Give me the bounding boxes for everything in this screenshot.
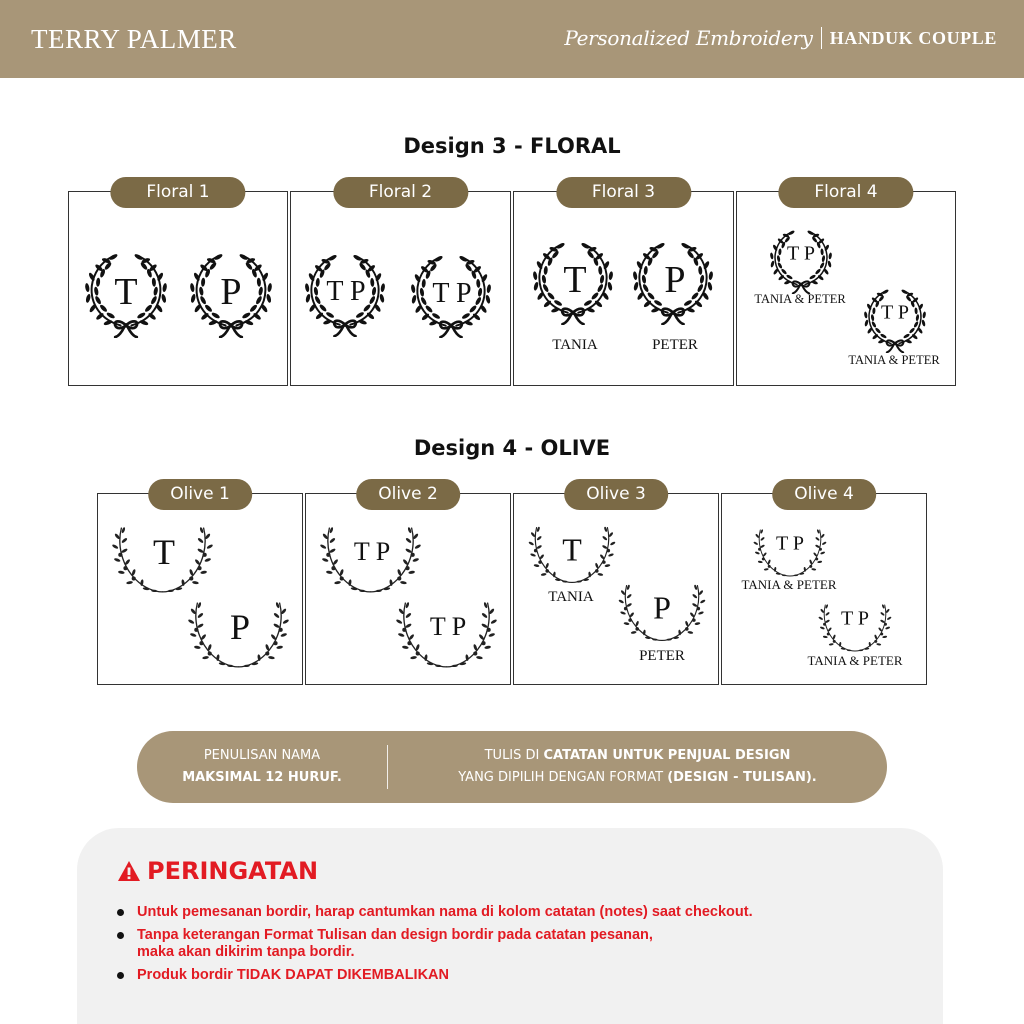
monogram-text: T P <box>841 607 869 630</box>
warning-item-text: Untuk pemesanan bordir, harap cantumkan nama di kolom catatan (notes) saat checkout. <box>137 904 753 920</box>
design-label-pill: Olive 2 <box>356 479 460 510</box>
design-card-olive-2[interactable] <box>305 484 511 685</box>
warning-heading <box>117 857 318 885</box>
warning-item-text: Produk bordir TIDAK DAPAT DIKEMBALIKAN <box>137 967 450 983</box>
instruction-text: TULIS DI <box>484 748 544 763</box>
warning-item <box>117 927 753 961</box>
section-title-olive: Design 4 - OLIVE <box>413 436 611 460</box>
header-band <box>0 0 1024 78</box>
caption-name: TANIA & PETER <box>848 353 940 367</box>
monogram-text: T <box>563 259 587 301</box>
monogram-text: T <box>114 271 138 313</box>
design-card-floral-1[interactable] <box>68 182 288 386</box>
design-card-olive-4[interactable] <box>721 484 927 685</box>
monogram-text: T P <box>326 276 366 307</box>
tagline-script: Personalized Embroidery <box>564 26 813 50</box>
monogram-text: T <box>562 531 582 568</box>
caption-name: TANIA <box>552 337 598 353</box>
monogram-text: T P <box>429 612 467 641</box>
warning-item <box>117 904 753 921</box>
monogram-text: T P <box>881 301 909 324</box>
name-length-limit: MAKSIMAL 12 HURUF. <box>182 770 342 785</box>
instruction-banner <box>137 731 887 803</box>
caption-name: TANIA & PETER <box>754 292 846 306</box>
name-length-line1: PENULISAN NAMA <box>203 748 321 763</box>
design-label-pill: Floral 4 <box>778 177 913 208</box>
bullet-icon <box>117 909 124 916</box>
monogram-text: T P <box>787 242 815 265</box>
warning-item-text-cont: maka akan dikirim tanpa bordir. <box>137 944 355 960</box>
design-card-floral-4[interactable] <box>736 182 956 386</box>
design-label-pill: Olive 1 <box>148 479 252 510</box>
warning-list <box>117 904 753 990</box>
monogram-text: P <box>653 589 671 626</box>
warning-item <box>117 967 753 984</box>
monogram-text: T P <box>432 278 472 309</box>
section-title-floral: Design 3 - FLORAL <box>403 134 621 158</box>
banner-divider <box>387 745 388 789</box>
caption-name: PETER <box>652 337 698 353</box>
caption-name: TANIA <box>548 589 594 605</box>
monogram-text: P <box>220 271 242 313</box>
design-label-pill: Floral 2 <box>333 177 468 208</box>
design-card-floral-3[interactable] <box>513 182 734 386</box>
brand-logo: TERRY PALMER <box>31 24 237 54</box>
design-card-floral-2[interactable] <box>290 182 511 386</box>
design-card-olive-1[interactable] <box>97 484 303 685</box>
instruction-text: YANG DIPILIH DENGAN FORMAT <box>458 770 668 785</box>
design-label-pill: Olive 4 <box>772 479 876 510</box>
name-length-note <box>137 745 387 789</box>
design-label-pill: Floral 1 <box>110 177 245 208</box>
caption-name: PETER <box>639 648 685 664</box>
monogram-text: P <box>664 259 686 301</box>
warning-item-text: Tanpa keterangan Format Tulisan dan design bordir pada catatan pesanan, <box>137 927 653 943</box>
caption-name: TANIA & PETER <box>807 653 903 668</box>
monogram-text: T P <box>776 532 804 555</box>
tagline-product: HANDUK COUPLE <box>829 27 997 48</box>
notes-format-instruction <box>388 745 887 789</box>
format-emphasis: (DESIGN - TULISAN). <box>667 770 817 785</box>
warning-title: PERINGATAN <box>147 857 319 885</box>
monogram-text: T <box>153 532 175 572</box>
monogram-text: T P <box>353 537 391 566</box>
caption-name: TANIA & PETER <box>741 577 837 592</box>
bullet-icon <box>117 972 124 979</box>
design-card-olive-3[interactable] <box>513 484 719 685</box>
header-tagline <box>564 26 997 50</box>
warning-triangle-icon <box>117 860 141 882</box>
design-label-pill: Floral 3 <box>556 177 691 208</box>
design-label-pill: Olive 3 <box>564 479 668 510</box>
tagline-divider <box>821 27 822 49</box>
bullet-icon <box>117 932 124 939</box>
instruction-emphasis: CATATAN UNTUK PENJUAL DESIGN <box>543 748 791 763</box>
monogram-text: P <box>229 607 251 647</box>
